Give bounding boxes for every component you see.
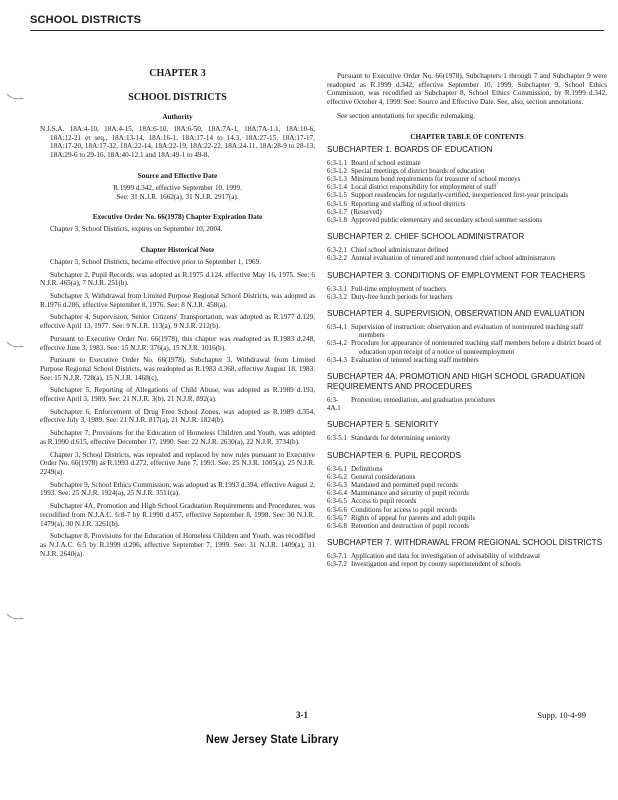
toc-entry [327, 497, 607, 505]
left-column [40, 62, 315, 558]
toc-section-number: 6:3-1.7 [327, 207, 348, 216]
toc-section-number: 6:3-7.1 [327, 552, 348, 561]
toc-entry [327, 339, 607, 355]
toc-section-number: 6:3-6.4 [327, 489, 348, 498]
toc-section-title: Approved public elementary and secondary school summer sessions [351, 215, 543, 224]
history-note: Subchapter 4, Supervision, Senior Citizens' Transportation, was adopted as R.1977 d.129, effective April 13, 1977. See: 9 N.J.R. 113(a), 9 N.J.R. 212(b). [40, 313, 315, 331]
toc-section-title: Rights of appeal for parents and adult pupils [351, 513, 476, 522]
toc-heading: CHAPTER TABLE OF CONTENTS [410, 132, 524, 141]
toc-entry [327, 216, 607, 224]
toc-section-title: Full-time employment of teachers [351, 284, 447, 293]
toc-subchapter-heading: SUBCHAPTER 4A. PROMOTION AND HIGH SCHOOL GRADUATION REQUIREMENTS AND PROCEDURES [327, 371, 585, 391]
toc-entry [327, 200, 607, 208]
toc-section-number: 6:3-6.6 [327, 505, 348, 514]
toc-entry [327, 434, 607, 442]
toc-section-number: 6:3-6.5 [327, 497, 348, 506]
source-line: See: 31 N.J.R. 1662(a), 31 N.J.R. 2917(a). [116, 192, 239, 201]
chapter-number: CHAPTER 3 [149, 68, 206, 79]
toc-entry [327, 552, 607, 560]
toc-section-number: 6:3-3.2 [327, 292, 348, 301]
toc-section-number: 6:3-6.7 [327, 513, 348, 522]
toc-section-number: 6:3-6.3 [327, 480, 348, 489]
running-head: SCHOOL DISTRICTS [30, 14, 142, 26]
right-column [327, 72, 607, 569]
history-note: Chapter 3, School Districts, was repealed and replaced by new rules pursuant to Executive Order No. 66(1978) as R.1993 d.272, effective June 7, 1993. See: 25 N.J.R. 1005(a), 25 N.J.R. 2249(a). [40, 450, 315, 476]
toc-section-number: 6:3-4.2 [327, 339, 348, 348]
margin-mark-icon [6, 340, 24, 350]
toc-subchapter-heading: SUBCHAPTER 2. CHIEF SCHOOL ADMINISTRATOR [327, 232, 525, 242]
toc-section-number: 6:3-6.2 [327, 472, 348, 481]
toc-entry [327, 473, 607, 481]
toc-section-title: Conditions for access to pupil records [351, 505, 457, 514]
toc-entry [327, 191, 607, 199]
toc-section-number: 6:3-7.2 [327, 560, 348, 569]
toc-entry [327, 506, 607, 514]
toc-section-number: 6:3-4.3 [327, 355, 348, 364]
toc-section-number: 6:3-1.6 [327, 199, 348, 208]
toc-entry [327, 293, 607, 301]
toc-section-title: (Reserved) [351, 207, 382, 216]
toc-subchapter-heading: SUBCHAPTER 4. SUPERVISION, OBSERVATION AND EVALUATION [327, 308, 585, 318]
toc-section-title: Standards for determining seniority [351, 434, 451, 443]
toc-entry [327, 175, 607, 183]
readoption-note: Pursuant to Executive Order No. 66(1978), Subchapters 1 through 7 and Subchapter 9 were readopted as R.1999 d.342, effective September 10, 1999. Subchapter 9, School Ethics Commission, was recodified as Subchapter 8, School Ethics Commission, by R.1999 d.342, effective October 4, 1999. See: Source and Effective Date. See, also, section annotations. [327, 72, 607, 107]
toc-section-title: Retention and destruction of pupil records [351, 522, 469, 530]
history-note: Subchapter 9, School Ethics Commission, was adopted as R.1993 d.394, effective August 2, 1993. See: 25 N.J.R. 1924(a), 25 N.J.R. 3511(a). [40, 480, 315, 498]
history-note: Subchapter 5, Reporting of Allegations of Child Abuse, was adopted as R.1989 d.193, effective April 3, 1989. See: 21 N.J.R. 3(b), 21 N.J.R. 892(a). [40, 386, 315, 404]
toc-section-number: 6:3-6.1 [327, 464, 348, 473]
toc-section-title: Support residencies for regularly-certified, inexperienced first-year principals [351, 191, 569, 200]
toc-section-title: Procedure for appearance of nontenured teaching staff members before a district board of education upon receipt of a notice of nonreemployment [351, 339, 602, 356]
toc-section-number: 6:3-4A.1 [327, 395, 341, 413]
toc-section-title: General considerations [351, 472, 416, 481]
toc-subchapter-heading: SUBCHAPTER 5. SENIORITY [327, 420, 439, 430]
toc-entry [327, 514, 607, 522]
toc-section-number: 6:3-4.1 [327, 322, 348, 331]
toc-section-number: 6:3-1.1 [327, 158, 348, 167]
toc-section-title: Minimum bond requirements for treasurer of school moneys [351, 174, 521, 183]
toc-subchapter-heading: SUBCHAPTER 3. CONDITIONS OF EMPLOYMENT FOR TEACHERS [327, 270, 586, 280]
toc-entry [327, 208, 607, 216]
exec-order-text: Chapter 3, School Districts, expires on September 10, 2004. [50, 225, 223, 234]
toc-subchapter-heading: SUBCHAPTER 7. WITHDRAWAL FROM REGIONAL SCHOOL DISTRICTS [327, 538, 603, 548]
history-note: Chapter 3, School Districts, became effective prior to September 1, 1969. [50, 257, 262, 266]
toc-entry [327, 560, 607, 568]
toc-entry [327, 167, 607, 175]
toc-section-title: Annual evaluation of tenured and nontenured chief school administrators [351, 254, 556, 263]
toc-entry [327, 522, 607, 530]
toc-entry [327, 285, 607, 293]
history-note: Subchapter 4A, Promotion and High School Graduation Requirements and Procedures, was recodified from N.J.A.C. 6:8-7 by R.1998 d.457, effective September 8, 1998. See: 30 N.J.R. 1479(a), 30 N.J.R. 3261(b). [40, 502, 315, 528]
toc-subchapter-heading: SUBCHAPTER 1. BOARDS OF EDUCATION [327, 144, 493, 154]
toc-section-title: Maintenance and security of pupil records [351, 489, 469, 498]
toc-section-title: Application and data for investigation of advisability of withdrawal [351, 552, 540, 561]
toc-subchapter-heading: SUBCHAPTER 6. PUPIL RECORDS [327, 450, 461, 460]
library-stamp: New Jersey State Library [206, 732, 339, 746]
authority-text: N.J.S.A. 18A:4-10, 18A:4-15, 18A:6-10, 18A:6-50, 18A:7A-1, 18A:7A-1.1, 18A:10-6, 18A:12-21 et seq., 18A:13-14, 18A:16-1, 18A:17-14 to 14.3, 18A:27-15, 18A:17-17, 18A:17-20, 18A:17-32, 18A:22-14, 18A:22-19, 18A:22-22, 18A:24-11, 18A:28-9 to 28-13, 18A:29-6 to 29-16, 18A:40-12.1 and 18A:49-1 to 49-8. [40, 125, 315, 160]
history-note: Pursuant to Executive Order No. 66(1978), Subchapter 3, Withdrawal from Limited Purpose Regional School Districts, was readopted as R.1983 d.368, effective August 18, 1983. See: 15 N.J.R. 728(a), 15 N.J.R. 1468(c). [40, 356, 315, 382]
toc-section-title: Board of school estimate [351, 158, 421, 167]
toc-section-number: 6:3-5.1 [327, 434, 348, 443]
history-note: Subchapter 3, Withdrawal from Limited Purpose Regional School Districts, was adopted as R.1976 d.286, effective September 8, 1976. See: 8 N.J.R. 458(a). [40, 292, 315, 309]
history-note: Subchapter 2, Pupil Records, was adopted as R.1975 d.124, effective May 16, 1975. See: 6 N.J.R. 465(a), 7 N.J.R. 251(b). [40, 270, 315, 288]
toc-entry [327, 246, 607, 254]
margin-mark-icon [6, 612, 24, 622]
exec-order-heading: Executive Order No. 66(1978) Chapter Expiration Date [92, 213, 263, 222]
toc-section-title: Access to pupil records [351, 497, 417, 506]
toc-entry [327, 159, 607, 167]
toc-section-title: Chief school administrator defined [351, 246, 449, 255]
toc-entry [327, 396, 607, 412]
toc-section-title: Definitions [351, 464, 383, 473]
toc-section-title: Special meetings of district boards of education [351, 166, 485, 175]
page-number: 3-1 [296, 710, 308, 720]
toc-entry [327, 489, 607, 497]
toc-section-title: Evaluation of tenured teaching staff members [351, 355, 479, 364]
authority-heading: Authority [162, 113, 193, 121]
toc-section-title: Local district responsibility for employment of staff [351, 183, 497, 192]
history-note: Subchapter 6, Enforcement of Drug Free School Zones, was adopted as R.1989 d.354, effective July 3, 1989. See: 21 N.J.R. 817(a), 21 N.J.R. 1824(b). [40, 407, 315, 425]
history-note: Subchapter 7, Provisions for the Education of Homeless Children and Youth, was adopted as R.1990 d.615, effective December 17, 1990. See: 22 N.J.R. 2630(a), 22 N.J.R. 3734(b). [40, 429, 315, 446]
toc-entry [327, 465, 607, 473]
toc-section-title: Promotion, remediation, and graduation procedures [351, 395, 496, 404]
toc-section-number: 6:3-1.2 [327, 166, 348, 175]
toc-entry [327, 254, 607, 262]
toc-section-number: 6:3-3.1 [327, 284, 348, 293]
table-of-contents [327, 145, 607, 569]
toc-entry [327, 323, 607, 339]
supplement-date: Supp. 10-4-99 [537, 710, 586, 720]
toc-section-title: Mandated and permitted pupil records [351, 480, 458, 489]
chapter-title: SCHOOL DISTRICTS [128, 92, 227, 103]
toc-entry [327, 481, 607, 489]
toc-section-title: Supervision of instruction: observation and evaluation of nontenured teaching staff members [351, 322, 584, 340]
see-annotations-note: See section annotations for specific rulemaking. [337, 111, 476, 120]
history-note: Pursuant to Executive Order No. 66(1978), this chapter was readopted as R.1983 d.248, effective June 3, 1983. See: 15 N.J.R. 376(a), 15 N.J.R. 1016(b). [40, 334, 315, 352]
toc-section-number: 6:3-6.8 [327, 522, 348, 530]
toc-section-number: 6:3-1.3 [327, 174, 348, 183]
source-line: R.1999 d.342, effective September 10, 1999. [113, 183, 242, 192]
header-rule [30, 30, 604, 31]
toc-section-number: 6:3-1.8 [327, 215, 348, 224]
margin-mark-icon [6, 92, 24, 102]
toc-section-title: Duty-free lunch periods for teachers [351, 292, 453, 301]
toc-entry [327, 356, 607, 364]
toc-section-title: Investigation and report by county superintendent of schools [351, 560, 521, 569]
history-heading: Chapter Historical Note [140, 245, 215, 254]
toc-section-number: 6:3-2.1 [327, 246, 348, 255]
toc-section-number: 6:3-2.2 [327, 254, 348, 263]
toc-entry [327, 183, 607, 191]
toc-section-title: Reporting and staffing of school districts [351, 199, 466, 208]
toc-section-number: 6:3-1.5 [327, 191, 348, 200]
toc-section-number: 6:3-1.4 [327, 183, 348, 192]
history-note: Subchapter 8, Provisions for the Education of Homeless Children and Youth, was recodified as N.J.A.C. 6:5 by R.1999 d.296, effective September 7, 1999. See: 31 N.J.R. 1409(a), 31 N.J.R. 2640(a). [40, 532, 315, 558]
source-heading: Source and Effective Date [137, 171, 218, 180]
